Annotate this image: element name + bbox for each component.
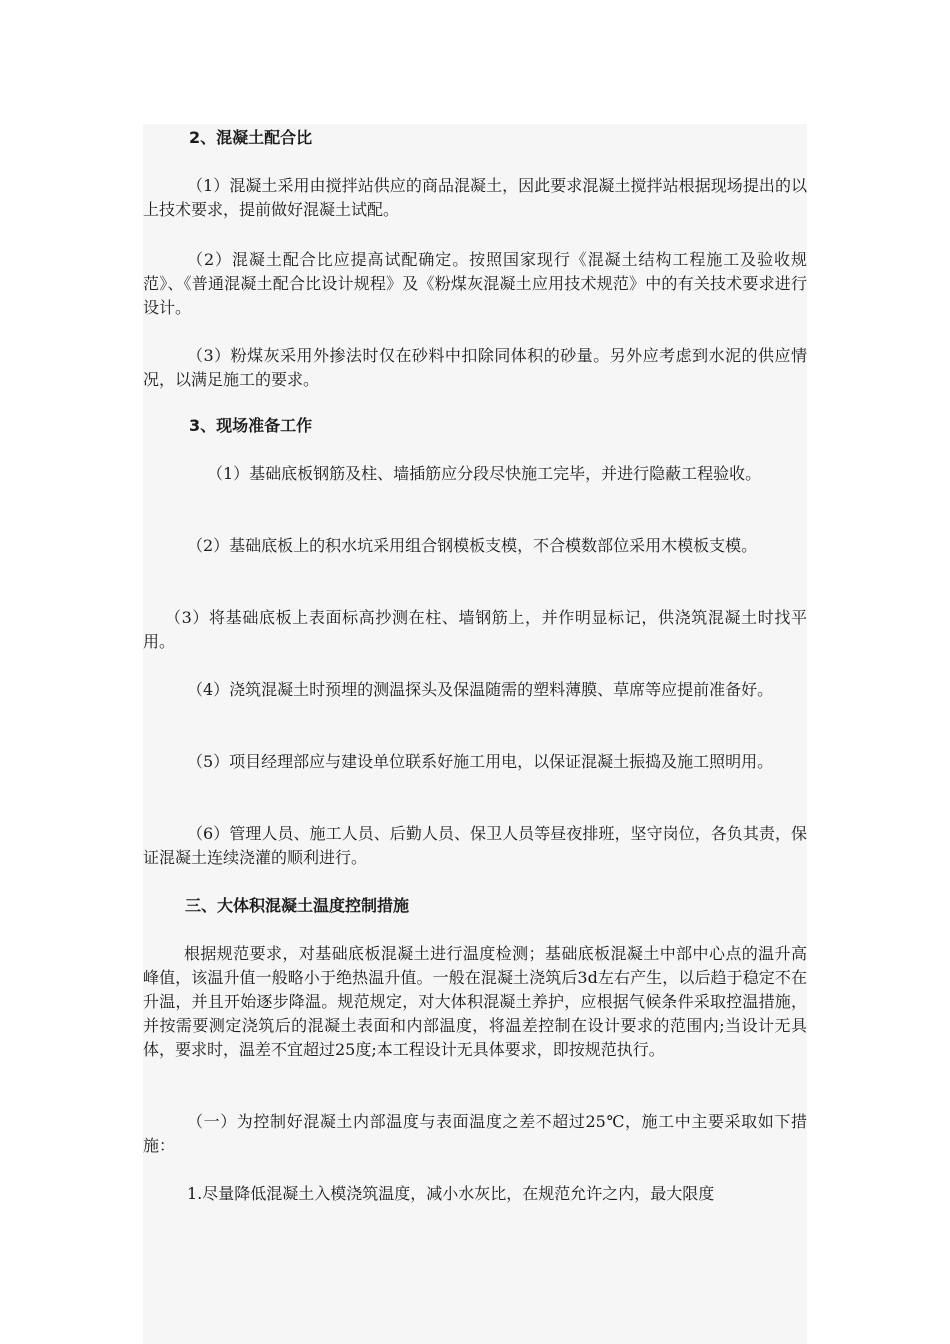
paragraph-prep-1: （1）基础底板钢筋及柱、墙插筋应分段尽快施工完毕，并进行隐蔽工程验收。 — [207, 464, 762, 483]
section-heading-temp-control: 三、大体积混凝土温度控制措施 — [185, 896, 410, 915]
paragraph-temp-item-1: 1.尽量降低混凝土入模浇筑温度，减小水灰比，在规范允许之内，最大限度 — [187, 1184, 715, 1203]
paragraph-prep-4: （4）浇筑混凝土时预埋的测温探头及保温随需的塑料薄膜、草席等应提前准备好。 — [187, 680, 774, 699]
paragraph-prep-2: （2）基础底板上的积水坑采用组合钢模板支模，不合模数部位采用木模板支模。 — [187, 536, 758, 555]
paragraph-prep-3: （3）将基础底板上表面标高抄测在柱、墙钢筋上，并作明显标记，供浇筑混凝土时找平用。 — [143, 608, 807, 651]
paragraph-prep-6: （6）管理人员、施工人员、后勤人员、保卫人员等昼夜排班，坚守岗位，各负其责，保证混凝土连续浇灌的顺利进行。 — [143, 824, 807, 867]
section-heading-mix-ratio: 2、混凝土配合比 — [189, 128, 313, 147]
paragraph-mix-2: （2）混凝土配合比应提高试配确定。按照国家现行《混凝土结构工程施工及验收规范》、《普通混凝土配合比设计规程》及《粉煤灰混凝土应用技术规范》中的有关技术要求进行设计。 — [143, 250, 807, 317]
paragraph-mix-1: （1）混凝土采用由搅拌站供应的商品混凝土，因此要求混凝土搅拌站根据现场提出的以上技术要求，提前做好混凝土试配。 — [143, 176, 807, 219]
document-page — [143, 124, 807, 1344]
paragraph-mix-3: （3）粉煤灰采用外掺法时仅在砂料中扣除同体积的砂量。另外应考虑到水泥的供应情况，以满足施工的要求。 — [143, 346, 807, 389]
paragraph-temp-main: 根据规范要求，对基础底板混凝土进行温度检测；基础底板混凝土中部中心点的温升高峰值，该温升值一般略小于绝热温升值。一般在混凝土浇筑后3d左右产生，以后趋于稳定不在升温，并且开始逐步降温。规范规定，对大体积混凝土养护，应根据气候条件采取控温措施，并按需要测定浇筑后的混凝土表面和内部温度，将温差控制在设计要求的范围内;当设计无具体，要求时，温差不宜超过25度;本工程设计无具体要求，即按规范执行。 — [143, 944, 807, 1059]
paragraph-prep-5: （5）项目经理部应与建设单位联系好施工用电，以保证混凝土振捣及施工照明用。 — [187, 752, 774, 771]
paragraph-temp-measures: （一）为控制好混凝土内部温度与表面温度之差不超过25℃，施工中主要采取如下措施： — [143, 1112, 807, 1155]
section-heading-site-prep: 3、现场准备工作 — [189, 416, 313, 435]
